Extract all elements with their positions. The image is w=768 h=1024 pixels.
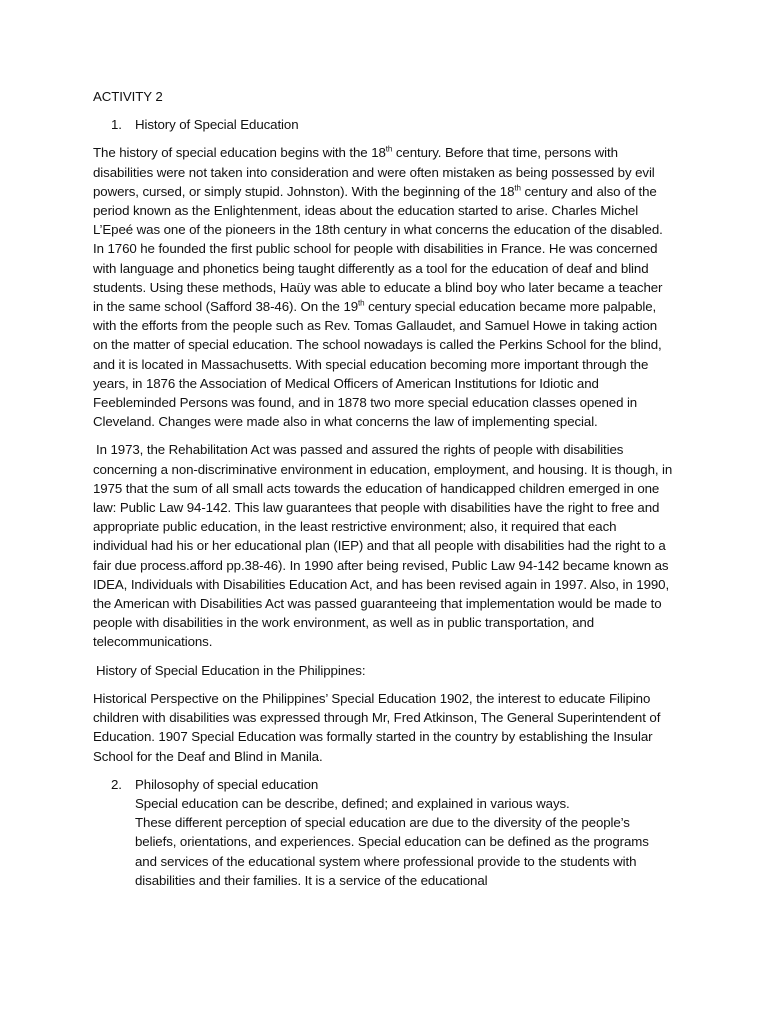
para1-text-c: century and also of the period known as the Enlightenment, ideas about the education started to arise. Charles Michel L’Epeé was one of the pioneers in the 18th century in what concerns the education of the disabled. In 1760 he founded the first public school for people with disabilities in France. He was concerned with language and phonetics being taught differently as a tool for the education of deaf and blind students. Using these methods, Haüy was able to educate a blind boy who later became a teacher in the same school (Safford 38-46). On the 19 — [93, 183, 663, 315]
para1-text-a: The history of special education begins with the 18 — [93, 145, 386, 161]
section-2-line1: Special education can be describe, defined; and explained in various ways. — [135, 795, 570, 811]
section-2-title: Philosophy of special education — [135, 776, 319, 792]
section-1-heading — [93, 115, 673, 134]
section-1-number: 1. — [111, 117, 122, 133]
section-2-body: These different perception of special education are due to the diversity of the people’s beliefs, orientations, and experiences. Special education can be defined as the programs and services of the educational system where professional provide to the students with disabilities and their families. It is a service of the educational — [135, 815, 649, 888]
para1-sup-a: th — [385, 144, 393, 154]
section-2-number: 2. — [111, 776, 122, 792]
philippines-heading: History of Special Education in the Philippines: — [96, 662, 366, 678]
section-1-title: History of Special Education — [135, 117, 299, 133]
document-page — [93, 87, 673, 899]
para1-text-b: century. Before that time, persons with disabilities were not taken into consideration and were often mistaken as being possessed by evil powers, cursed, or simply stupid. Johnston). With the beginning of the 18 — [93, 145, 655, 199]
activity-title: ACTIVITY 2 — [93, 89, 163, 104]
paragraph-history-1 — [93, 143, 673, 431]
para1-sup-c: th — [358, 298, 365, 308]
section-2 — [93, 775, 673, 890]
paragraph-history-2: In 1973, the Rehabilitation Act was passed and assured the rights of people with disabilities concerning a non-discriminative environment in education, employment, and housing. It is though, in 1975 that the sum of all small acts towards the education of handicapped children emerged in one law: Public Law 94-142. This law guarantees that people with disabilities have the right to free and appropriate public education, in the least restrictive environment; also, it required that each individual had his or her educational plan (IEP) and that all people with disabilities had the right to a fair due process.afford pp.38-46). In 1990 after being revised, Public Law 94-142 became known as IDEA, Individuals with Disabilities Education Act, and has been revised again in 1997. Also, in 1990, the American with Disabilities Act was passed guaranteeing that implementation would be made to people with disabilities in the work environment, as well as in public transportation, and telecommunications. — [93, 442, 673, 650]
para1-sup-b: th — [514, 183, 521, 193]
paragraph-philippines: Historical Perspective on the Philippines’ Special Education 1902, the interest to educate Filipino children with disabilities was expressed through Mr, Fred Atkinson, The General Superintendent of Education. 1907 Special Education was formally started in the country by establishing the Insular School for the Deaf and Blind in Manila. — [93, 690, 661, 764]
para1-text-d: century special education became more palpable, with the efforts from the people such as Rev. Tomas Gallaudet, and Samuel Howe in taking action on the matter of special education. The school nowadays is called the Perkins School for the blind, and it is located in Massachusetts. With special education becoming more important through the years, in 1876 the Association of Medical Officers of American Institutions for Idiotic and Feebleminded Persons was found, and in 1878 two more special education classes opened in Cleveland. Changes were made also in what concerns the law of implementing special. — [93, 299, 662, 430]
